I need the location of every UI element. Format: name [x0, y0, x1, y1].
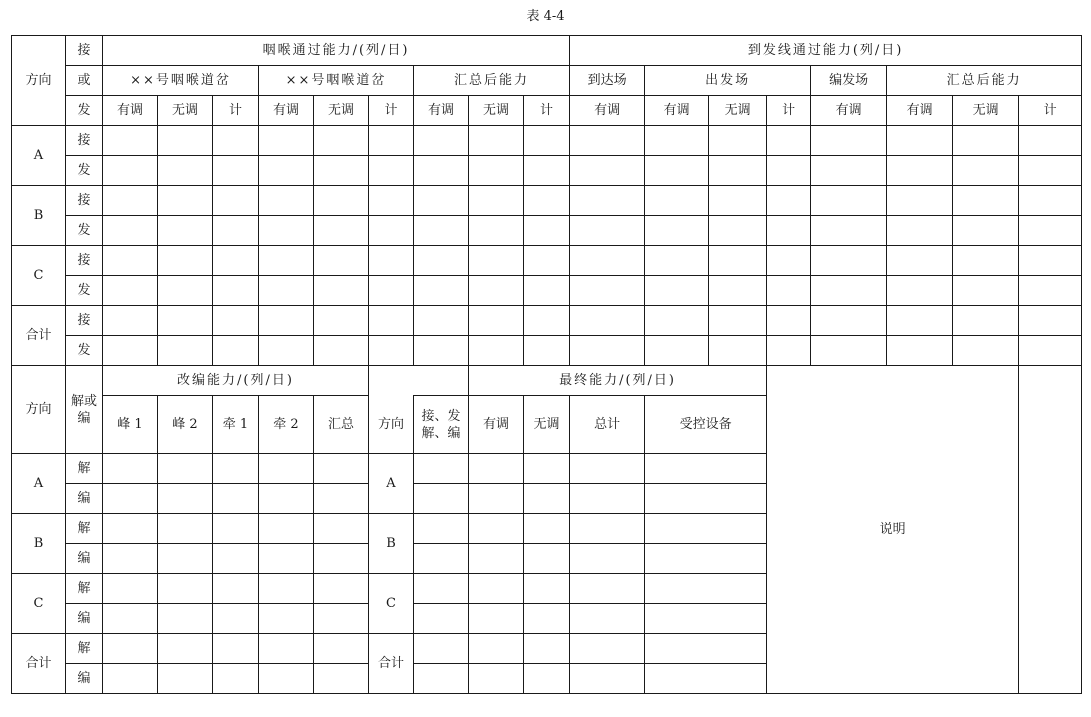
line-group-departure: 出发场: [645, 66, 811, 96]
note-area: 说明: [767, 366, 1019, 694]
final-col-adjusted: 有调: [469, 396, 524, 454]
table-row: [12, 246, 1082, 276]
final-row-direction: C: [369, 574, 414, 634]
table-row: [12, 336, 1082, 366]
bottom-kind-header: 解或编: [66, 366, 103, 454]
sub-total: 计: [213, 96, 259, 126]
capacity-table: [11, 35, 1082, 694]
row-kind: 解: [66, 514, 103, 544]
row-kind: 发: [66, 156, 103, 186]
throat-capacity-title: 咽喉通过能力/(列/日): [103, 36, 570, 66]
row-direction: B: [12, 514, 66, 574]
recv-send-header-2: 或: [66, 66, 103, 96]
final-row-direction: A: [369, 454, 414, 514]
row-kind: 解: [66, 574, 103, 604]
final-col-unadjusted: 无调: [524, 396, 570, 454]
row-kind: 发: [66, 216, 103, 246]
throat-group-2: ××号咽喉道岔: [259, 66, 414, 96]
sub-unadjusted: 无调: [158, 96, 213, 126]
regroup-col-hump1: 峰 1: [103, 396, 158, 454]
table-row: [12, 156, 1082, 186]
sub-adjusted: 有调: [887, 96, 953, 126]
sub-adjusted: 有调: [259, 96, 314, 126]
sub-adjusted: 有调: [645, 96, 709, 126]
final-row-direction: B: [369, 514, 414, 574]
sub-total: 计: [767, 96, 811, 126]
sub-adjusted: 有调: [414, 96, 469, 126]
row-kind: 解: [66, 454, 103, 484]
throat-group-total: 汇总后能力: [414, 66, 570, 96]
sub-unadjusted: 无调: [953, 96, 1019, 126]
sub-adjusted: 有调: [811, 96, 887, 126]
bottom-direction-header: 方向: [12, 366, 66, 454]
sub-total: 计: [1019, 96, 1082, 126]
table-caption: 表 4-4: [526, 9, 565, 24]
row-kind: 接: [66, 306, 103, 336]
row-kind: 发: [66, 276, 103, 306]
row-kind: 编: [66, 484, 103, 514]
line-group-arrival: 到达场: [570, 66, 645, 96]
sub-total: 计: [369, 96, 414, 126]
sub-adjusted: 有调: [570, 96, 645, 126]
sub-adjusted: 有调: [103, 96, 158, 126]
row-direction: C: [12, 574, 66, 634]
row-direction: A: [12, 126, 66, 186]
row-direction: A: [12, 454, 66, 514]
regroup-col-total: 汇总: [314, 396, 369, 454]
table-row: [12, 276, 1082, 306]
direction-header: 方向: [12, 36, 66, 126]
row-kind: 编: [66, 664, 103, 694]
line-group-total: 汇总后能力: [887, 66, 1082, 96]
row-kind: 编: [66, 604, 103, 634]
sub-unadjusted: 无调: [314, 96, 369, 126]
row-direction: 合计: [12, 306, 66, 366]
line-capacity-title: 到发线通过能力(列/日): [570, 36, 1082, 66]
throat-group-1: ××号咽喉道岔: [103, 66, 259, 96]
final-capacity-title: 最终能力/(列/日): [469, 366, 767, 396]
row-direction: B: [12, 186, 66, 246]
regroup-col-pull1: 牵 1: [213, 396, 259, 454]
row-direction: 合计: [12, 634, 66, 694]
regroup-col-hump2: 峰 2: [158, 396, 213, 454]
row-kind: 接: [66, 126, 103, 156]
row-kind: 接: [66, 186, 103, 216]
final-kind-header: 接、发解、编: [414, 396, 469, 454]
row-kind: 发: [66, 336, 103, 366]
recv-send-header-1: 接: [66, 36, 103, 66]
final-row-direction: 合计: [369, 634, 414, 694]
sub-unadjusted: 无调: [709, 96, 767, 126]
row-direction: C: [12, 246, 66, 306]
table-row: [12, 186, 1082, 216]
table-row: [12, 126, 1082, 156]
regroup-capacity-title: 改编能力/(列/日): [103, 366, 369, 396]
table-row: [12, 216, 1082, 246]
row-kind: 接: [66, 246, 103, 276]
final-col-total: 总计: [570, 396, 645, 454]
table-row: [12, 306, 1082, 336]
sub-total: 计: [524, 96, 570, 126]
sub-unadjusted: 无调: [469, 96, 524, 126]
recv-send-header-3: 发: [66, 96, 103, 126]
row-kind: 解: [66, 634, 103, 664]
final-direction-header: 方向: [369, 396, 414, 454]
line-group-formation: 编发场: [811, 66, 887, 96]
row-kind: 编: [66, 544, 103, 574]
regroup-col-pull2: 牵 2: [259, 396, 314, 454]
final-col-controlled: 受控设备: [645, 396, 767, 454]
